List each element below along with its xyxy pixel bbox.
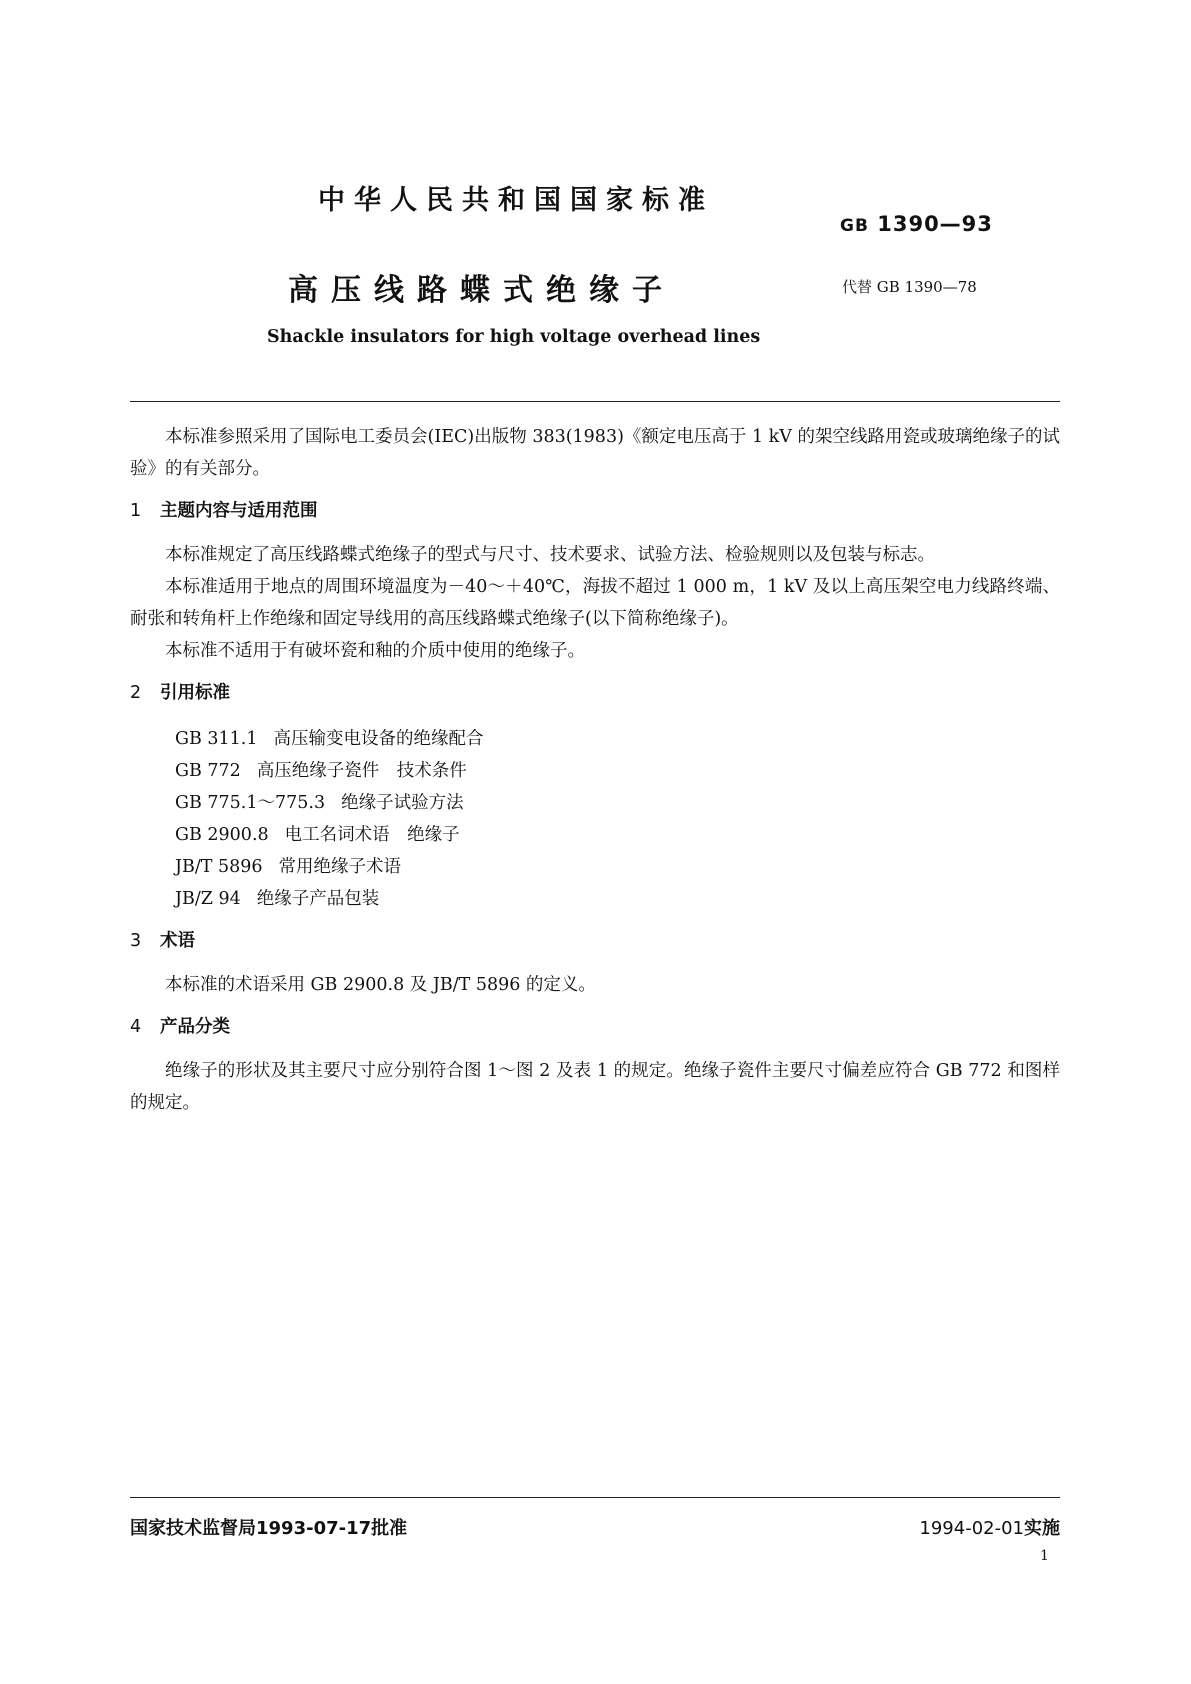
reference-item: [175, 819, 1060, 851]
reference-item: [175, 851, 1060, 883]
section-number: 1: [130, 501, 142, 521]
document-title-cn: 高压线路蝶式绝缘子: [288, 273, 675, 308]
intro-paragraph: 本标准参照采用了国际电工委员会(IEC)出版物 383(1983)《额定电压高于 1 kV 的架空线路用瓷或玻璃绝缘子的试验》的有关部分。: [130, 427, 1060, 479]
reference-item: [175, 723, 1060, 755]
footer-divider: [130, 1497, 1060, 1498]
section-title: 术语: [160, 931, 195, 951]
standard-code: 1390—93: [877, 212, 993, 236]
section-number: 4: [130, 1017, 142, 1037]
header-divider: [130, 401, 1060, 402]
replaces-note: 代替 GB 1390—78: [842, 278, 977, 296]
page-number: 1: [1040, 1548, 1049, 1564]
reference-code: GB 772: [175, 761, 241, 781]
reference-item: [175, 755, 1060, 787]
standard-number: [840, 212, 993, 236]
reference-title: 绝缘子产品包装: [256, 889, 380, 909]
section-paragraph: 本标准不适用于有破坏瓷和釉的介质中使用的绝缘子。: [165, 641, 585, 661]
approval-note: 国家技术监督局1993-07-17批准: [130, 1518, 408, 1539]
document-title-en: Shackle insulators for high voltage overhead lines: [267, 327, 761, 347]
reference-code: JB/T 5896: [175, 857, 263, 877]
reference-title: 常用绝缘子术语: [278, 857, 402, 877]
section-paragraph: 本标准规定了高压线路蝶式绝缘子的型式与尺寸、技术要求、试验方法、检验规则以及包装与标志。: [165, 545, 935, 565]
section-title: 主题内容与适用范围: [160, 501, 318, 521]
reference-item: [175, 787, 1060, 819]
reference-title: 高压绝缘子瓷件 技术条件: [256, 761, 467, 781]
reference-code: GB 2900.8: [175, 825, 269, 845]
reference-code: GB 775.1～775.3: [175, 793, 326, 813]
reference-code: JB/Z 94: [175, 889, 241, 909]
reference-list: [130, 723, 1060, 915]
reference-title: 电工名词术语 绝缘子: [284, 825, 460, 845]
national-standard-title: 中华人民共和国国家标准: [318, 185, 714, 216]
standard-prefix: GB: [840, 216, 869, 236]
section-heading: [130, 677, 1060, 709]
reference-code: GB 311.1: [175, 729, 258, 749]
reference-title: 绝缘子试验方法: [341, 793, 464, 813]
section-title: 产品分类: [160, 1017, 230, 1037]
document-body: [130, 421, 1060, 1119]
implementation-date: 1994-02-01: [919, 1518, 1024, 1539]
section-heading: [130, 1011, 1060, 1043]
section-heading: [130, 495, 1060, 527]
section-number: 3: [130, 931, 142, 951]
section-title: 引用标准: [160, 683, 230, 703]
section-paragraph: 本标准的术语采用 GB 2900.8 及 JB/T 5896 的定义。: [165, 975, 596, 995]
implementation-label: 实施: [1024, 1518, 1060, 1539]
section-paragraph: 绝缘子的形状及其主要尺寸应分别符合图 1～图 2 及表 1 的规定。绝缘子瓷件主要尺寸偏差应符合 GB 772 和图样的规定。: [130, 1061, 1060, 1113]
reference-item: [175, 883, 1060, 915]
section-heading: [130, 925, 1060, 957]
section-number: 2: [130, 683, 142, 703]
section-paragraph: 本标准适用于地点的周围环境温度为－40～＋40℃，海拔不超过 1 000 m，1 kV 及以上高压架空电力线路终端、耐张和转角杆上作绝缘和固定导线用的高压线路蝶式绝缘子(以下简称绝缘子)。: [130, 577, 1060, 629]
implementation-note: [919, 1514, 1060, 1540]
reference-title: 高压输变电设备的绝缘配合: [273, 729, 484, 749]
